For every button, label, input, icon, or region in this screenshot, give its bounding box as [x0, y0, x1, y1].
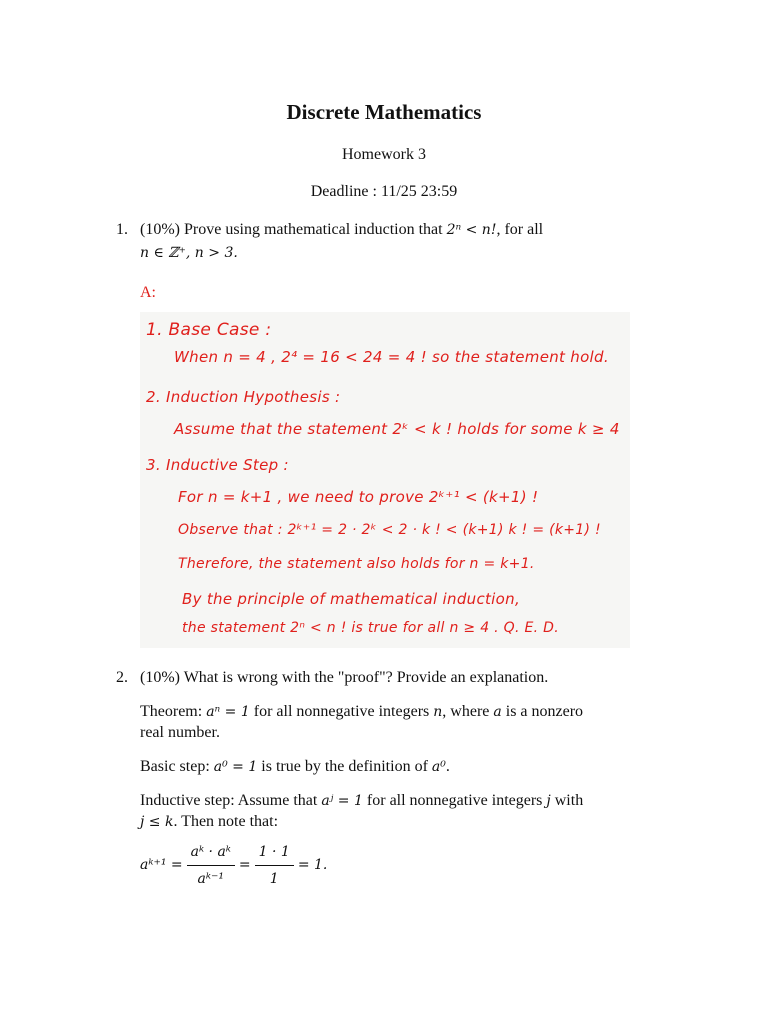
theorem-math-3: a	[493, 704, 502, 720]
basic-step-period: .	[445, 758, 450, 775]
equation-numerator-2: 1 · 1	[255, 841, 294, 866]
theorem-line-2: real number.	[140, 724, 220, 741]
question-1-domain	[140, 242, 238, 264]
basic-step-label: Basic step:	[140, 758, 214, 775]
hw-line-2: When n = 4 , 2⁴ = 16 < 24 = 4 ! so the statement hold.	[174, 348, 609, 366]
basic-step	[140, 756, 450, 778]
question-1-inequality: 2ⁿ < n!	[446, 222, 497, 238]
hw-line-10: the statement 2ⁿ < n ! is true for all n ≥ 4 . Q. E. D.	[182, 620, 559, 636]
inductive-step-math-1: aʲ = 1	[321, 793, 363, 809]
homework-label: Homework 3	[342, 146, 426, 163]
theorem-math-1: aⁿ = 1	[206, 704, 250, 720]
inductive-step-text-1: for all nonnegative integers	[362, 792, 547, 809]
question-1-prompt: (10%) Prove using mathematical induction that	[140, 221, 447, 238]
inductive-step-math-3: j ≤ k	[140, 814, 174, 830]
equation-equals: =	[238, 857, 251, 873]
question-1-domain-math: n ∈ ℤ⁺, n > 3.	[140, 245, 238, 261]
inductive-step-label: Inductive step: Assume that	[140, 792, 322, 809]
equation	[140, 842, 327, 888]
question-2-text: (10%) What is wrong with the "proof"? Provide an explanation.	[140, 669, 549, 686]
hw-line-4: Assume that the statement 2ᵏ < k ! holds for some k ≥ 4	[174, 420, 620, 438]
question-1-prompt-end: , for all	[496, 221, 544, 238]
inductive-step	[140, 790, 660, 812]
theorem-text-1: for all nonnegative integers	[249, 703, 434, 720]
theorem	[140, 701, 650, 723]
equation-fraction-2	[255, 841, 294, 890]
equation-denominator-2: 1	[269, 870, 279, 887]
theorem-label: Theorem:	[140, 703, 207, 720]
hw-line-8: Therefore, the statement also holds for n = k+1.	[178, 556, 535, 572]
basic-step-text: is true by the definition of	[257, 758, 432, 775]
inductive-step-line-2	[140, 811, 278, 833]
equation-numerator-1: aᵏ · aᵏ	[187, 841, 235, 866]
inductive-step-text-3: . Then note that:	[173, 813, 279, 830]
equation-denominator-1: aᵏ⁻¹	[197, 870, 224, 887]
hw-line-1: 1. Base Case :	[146, 320, 272, 340]
question-1-number: 1.	[116, 221, 128, 238]
question-2-number: 2.	[116, 669, 128, 686]
handwritten-answer	[140, 312, 630, 648]
hw-line-7: Observe that : 2ᵏ⁺¹ = 2 · 2ᵏ < 2 · k ! < (k+1) k ! = (k+1) !	[178, 522, 601, 538]
answer-label: A:	[140, 284, 156, 301]
question-1-text	[140, 219, 610, 241]
equation-result: = 1.	[297, 857, 328, 873]
inductive-step-text-2: with	[550, 792, 584, 809]
theorem-text-2: , where	[442, 703, 494, 720]
hw-line-9: By the principle of mathematical induction,	[182, 590, 521, 608]
document-title: Discrete Mathematics	[286, 100, 482, 124]
hw-line-3: 2. Induction Hypothesis :	[146, 388, 341, 406]
theorem-math-2: n	[433, 704, 443, 720]
inductive-step-math-2: j	[546, 793, 551, 809]
equation-fraction-1	[187, 841, 235, 890]
basic-step-math-2: a⁰	[431, 759, 446, 775]
deadline: Deadline : 11/25 23:59	[310, 183, 458, 200]
hw-line-5: 3. Inductive Step :	[146, 456, 289, 474]
equation-lhs: aᵏ⁺¹ =	[140, 857, 183, 873]
theorem-text-3: is a nonzero	[501, 703, 584, 720]
basic-step-math-1: a⁰ = 1	[213, 759, 258, 775]
hw-line-6: For n = k+1 , we need to prove 2ᵏ⁺¹ < (k+1) !	[178, 488, 539, 506]
